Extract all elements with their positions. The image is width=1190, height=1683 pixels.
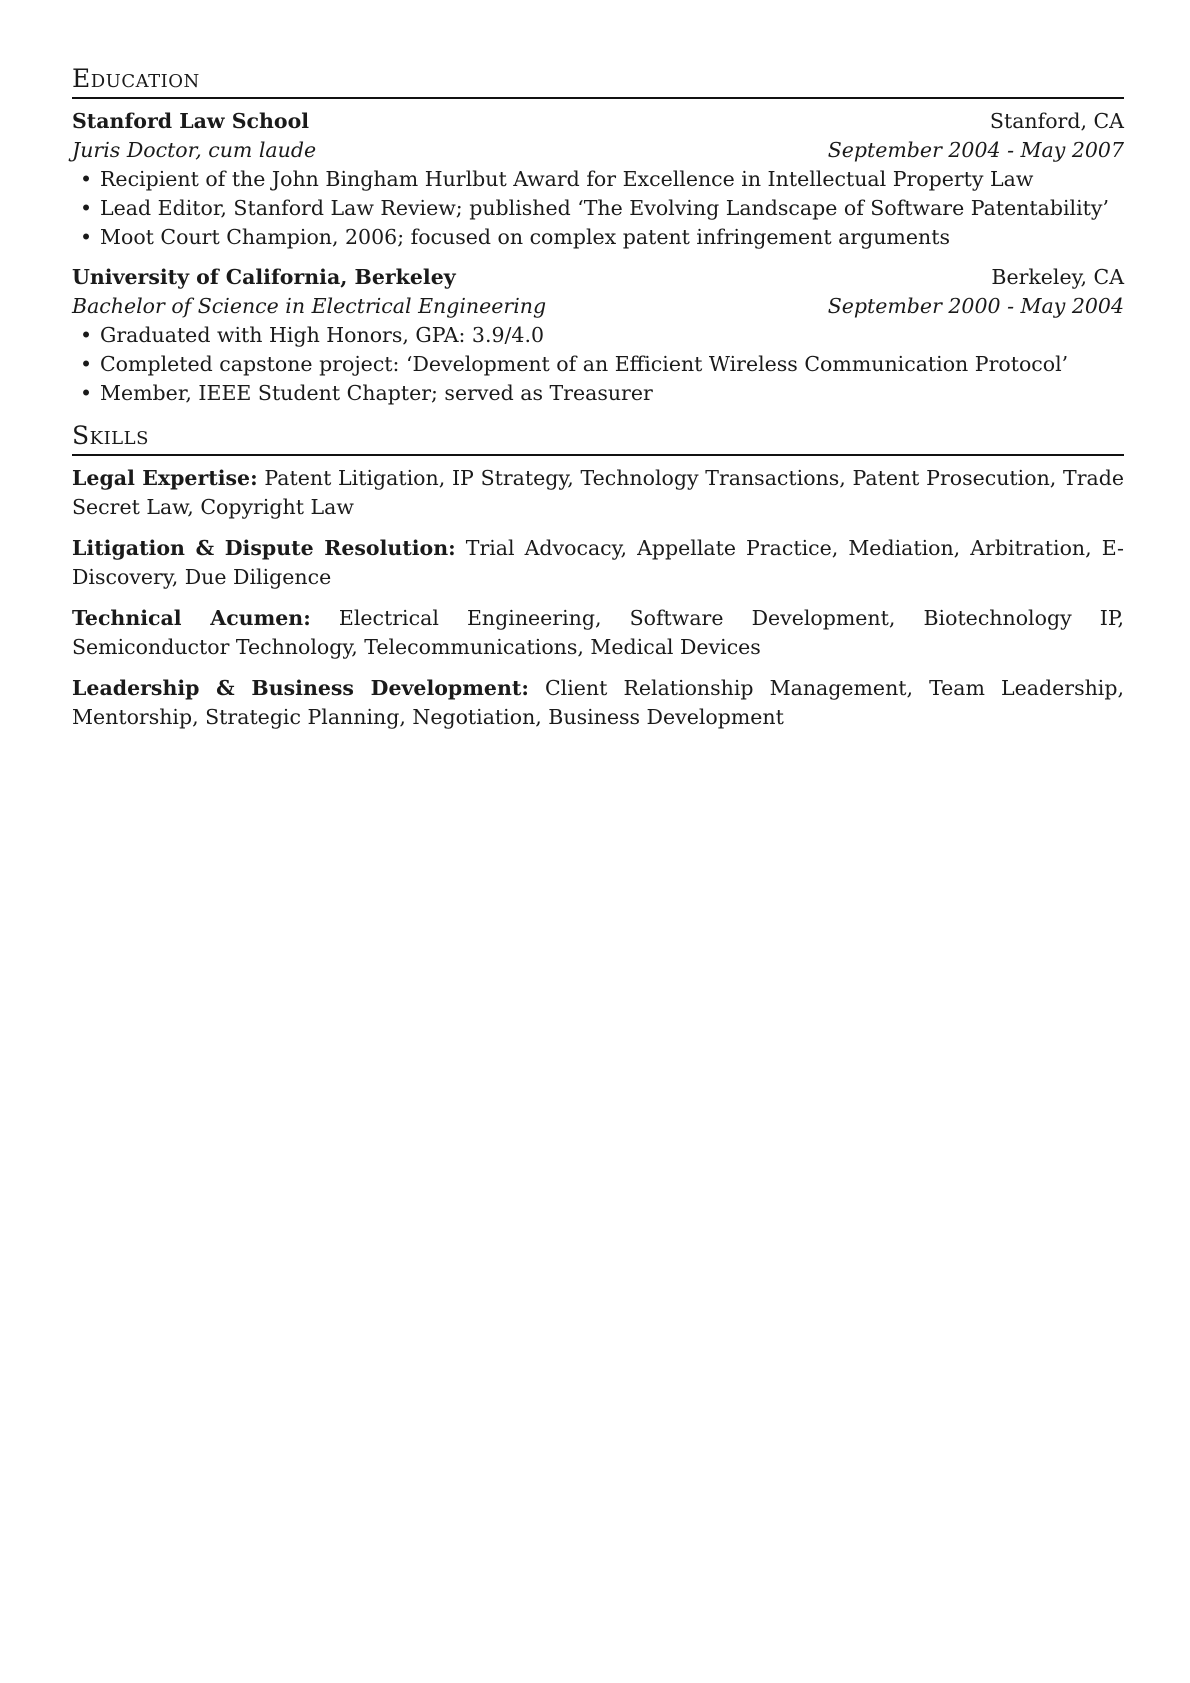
bullet-text: Completed capstone project: ‘Development of an Efficient Wireless Communication Protocol’ [100,352,1069,376]
skill-label: Leadership & Business Development: [72,676,529,700]
skill-technical-acumen [72,604,1124,662]
skill-litigation-dispute-resolution [72,534,1124,592]
section-divider [72,454,1124,456]
education-entry-stanford [72,107,1124,252]
bullet-text: Lead Editor, Stanford Law Review; published ‘The Evolving Landscape of Software Patentability’ [100,196,1109,220]
entry-header [72,107,1124,136]
degree: Juris Doctor, cum laude [72,138,317,162]
degree: Bachelor of Science in Electrical Engineering [72,294,547,318]
date-range: September 2004 - May 2007 [827,138,1124,162]
bullet-icon: • [80,196,93,220]
institution-name: University of California, Berkeley [72,265,456,289]
list-item [72,194,1124,223]
education-section [72,62,1124,408]
bullet-icon: • [80,167,93,191]
skills-section [72,419,1124,732]
resume-content [72,62,1124,744]
institution-location: Stanford, CA [989,109,1124,133]
list-item [72,165,1124,194]
entry-header [72,263,1124,292]
skill-text: Electrical Engineering, Software Development, Biotechnology IP, Semiconductor Technology, Telecommunications, Medical Devices [72,606,1124,659]
list-item [72,223,1124,252]
skill-text: Trial Advocacy, Appellate Practice, Mediation, Arbitration, E-Discovery, Due Diligence [72,536,1124,589]
bullet-icon: • [80,323,93,347]
skill-label: Legal Expertise: [72,466,258,490]
bullet-icon: • [80,381,93,405]
section-heading-education: Education [72,64,200,93]
entry-bullets [72,165,1124,252]
institution-location: Berkeley, CA [991,265,1124,289]
list-item [72,350,1124,379]
bullet-text: Recipient of the John Bingham Hurlbut Award for Excellence in Intellectual Property Law [100,167,1034,191]
entry-subheader [72,136,1124,165]
list-item [72,379,1124,408]
bullet-text: Member, IEEE Student Chapter; served as Treasurer [100,381,653,405]
skill-legal-expertise [72,464,1124,522]
list-item [72,321,1124,350]
entry-subheader [72,292,1124,321]
bullet-icon: • [80,225,93,249]
entry-bullets [72,321,1124,408]
bullet-icon: • [80,352,93,376]
bullet-text: Moot Court Champion, 2006; focused on complex patent infringement arguments [100,225,950,249]
section-divider [72,97,1124,99]
skill-text: Patent Litigation, IP Strategy, Technology Transactions, Patent Prosecution, Trade Secret Law, Copyright Law [72,466,1124,519]
education-entry-berkeley [72,263,1124,408]
skill-label: Technical Acumen: [72,606,311,630]
skill-leadership-business-development [72,674,1124,732]
institution-name: Stanford Law School [72,109,310,133]
skill-text: Client Relationship Management, Team Leadership, Mentorship, Strategic Planning, Negotiation, Business Development [72,676,1124,729]
section-heading-skills: Skills [72,421,149,450]
date-range: September 2000 - May 2004 [827,294,1124,318]
bullet-text: Graduated with High Honors, GPA: 3.9/4.0 [100,323,545,347]
skill-label: Litigation & Dispute Resolution: [72,536,456,560]
